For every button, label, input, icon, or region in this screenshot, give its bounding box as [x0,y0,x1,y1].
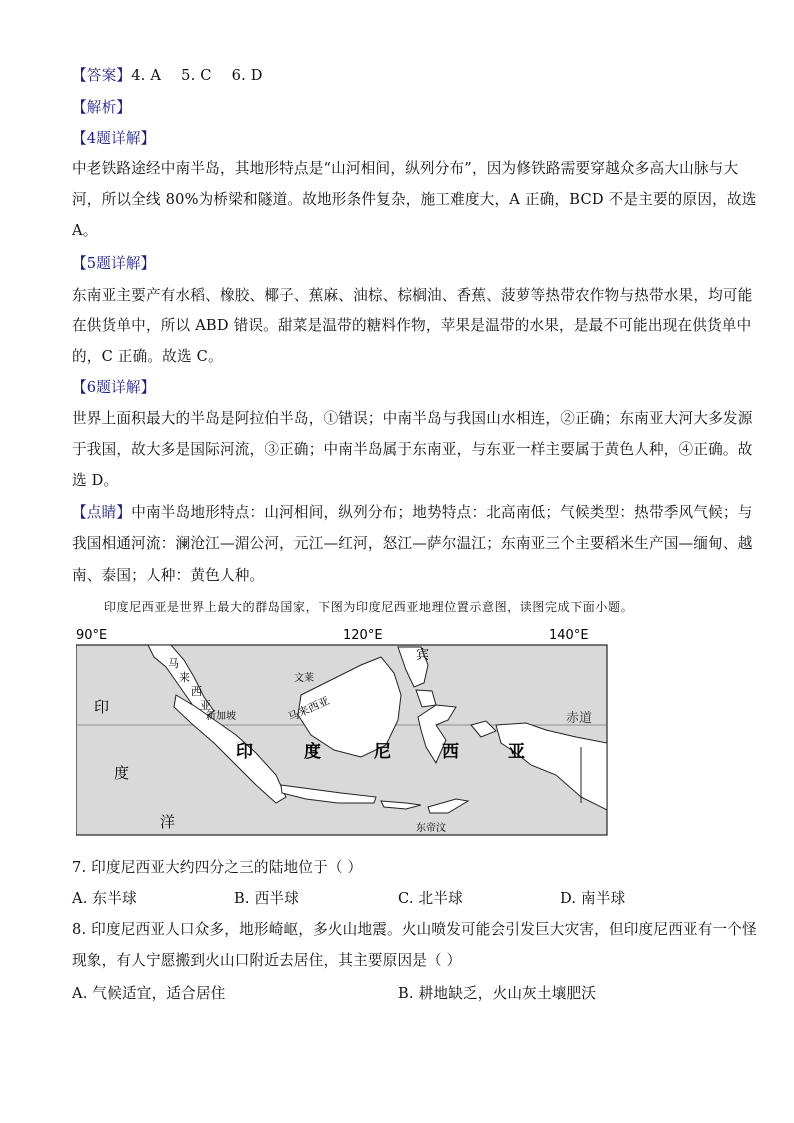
ocean-char: 度 [114,764,130,782]
q7-option-b[interactable]: B. 西半球 [234,890,299,907]
q7-options [72,889,625,909]
q5-line: 东南亚主要产有水稻、橡胶、椰子、蕉麻、油棕、棕榈油、香蕉、菠萝等热带农作物与热带水果，均可能 [72,287,753,304]
ocean-char: 印 [94,698,110,716]
lon-label-140: 140°E [549,628,589,643]
indonesia-char: 度 [304,742,321,762]
q8-options [72,984,596,1004]
q6-line: 选 D。 [72,472,119,489]
brunei-label: 文莱 [294,673,314,684]
q4-line: A。 [72,222,98,239]
east-malaysia-label: 马来西亚 [285,694,332,725]
q7-option-a[interactable]: A. 东半球 [72,890,137,907]
indonesia-char: 印 [236,742,253,762]
singapore-label: 新加坡 [206,711,236,722]
east-timor-label: 东帝汶 [416,823,446,834]
answer-tag: 【答案】 [72,67,132,84]
q5-line: 在供货单中，所以 ABD 错误。甜菜是温带的糖料作物，苹果是温带的水果，是最不可能出现在供货单中 [72,317,752,334]
malaysia-char: 西 [191,685,202,698]
lon-label-90: 90°E [76,628,108,643]
philippines-char: 宾 [416,648,430,663]
indonesia-char: 西 [442,742,459,762]
indonesia-map [76,625,611,837]
q6-tag: 【6题详解】 [72,379,156,396]
q6-line: 世界上面积最大的半岛是阿拉伯半岛，①错误；中南半岛与我国山水相连，②正确；东南亚大河大多发源 [72,410,753,427]
analysis-tag: 【解析】 [72,99,132,116]
q5-tag: 【5题详解】 [72,255,156,272]
indonesia-char: 尼 [374,742,391,762]
q8-stem-line: 现象，有人宁愿搬到火山口附近去居住，其主要原因是（ ） [72,952,462,969]
q4-tag: 【4题详解】 [72,130,156,147]
tips-line: 南、泰国；人种：黄色人种。 [72,567,265,584]
tips-line: 我国相通河流：澜沧江—湄公河，元江—红河，怒江—萨尔温江；东南亚三个主要稻米生产国—缅甸、越 [72,535,753,552]
malaysia-char: 亚 [200,699,211,712]
answer-line [72,66,283,86]
answer-item: 4. A [131,67,162,84]
tips-tag: 【点睛】 [72,504,132,521]
ocean-char: 洋 [160,813,176,831]
malaysia-char: 来 [179,671,190,684]
q8-option-b[interactable]: B. 耕地缺乏，火山灰土壤肥沃 [398,985,597,1002]
answer-item: 5. C [181,67,212,84]
q5-line: 的，C 正确。故选 C。 [72,348,223,365]
answer-item: 6. D [231,67,263,84]
q6-line: 于我国，故大多是国际河流，③正确；中南半岛属于东南亚，与东亚一样主要属于黄色人种，④正确。故 [72,441,753,458]
indonesia-char: 亚 [508,742,525,762]
map-intro: 印度尼西亚是世界上最大的群岛国家，下图为印度尼西亚地理位置示意图，读图完成下面小题。 [104,600,634,614]
q7-option-d[interactable]: D. 南半球 [560,890,626,907]
tips-text: 中南半岛地形特点：山河相间，纵列分布；地势特点：北高南低；气候类型：热带季风气候；与 [131,504,753,521]
tips-line [72,503,753,523]
equator-label: 赤道 [566,711,593,726]
q7-option-c[interactable]: C. 北半球 [398,890,463,907]
malaysia-char: 马 [168,657,179,670]
q7-stem: 7. 印度尼西亚大约四分之三的陆地位于（ ） [72,859,363,876]
q8-stem-line: 8. 印度尼西亚人口众多，地形崎岖，多火山地震。火山喷发可能会引发巨大灾害，但印度尼西亚有一个怪 [72,921,757,938]
q4-line: 河，所以全线 80%为桥梁和隧道。故地形条件复杂，施工难度大，A 正确，BCD 不是主要的原因，故选 [72,191,757,208]
lon-label-120: 120°E [343,628,383,643]
q8-option-a[interactable]: A. 气候适宜，适合居住 [72,985,226,1002]
q4-line: 中老铁路途经中南半岛，其地形特点是“山河相间，纵列分布”，因为修铁路需要穿越众多高大山脉与大 [72,160,739,177]
